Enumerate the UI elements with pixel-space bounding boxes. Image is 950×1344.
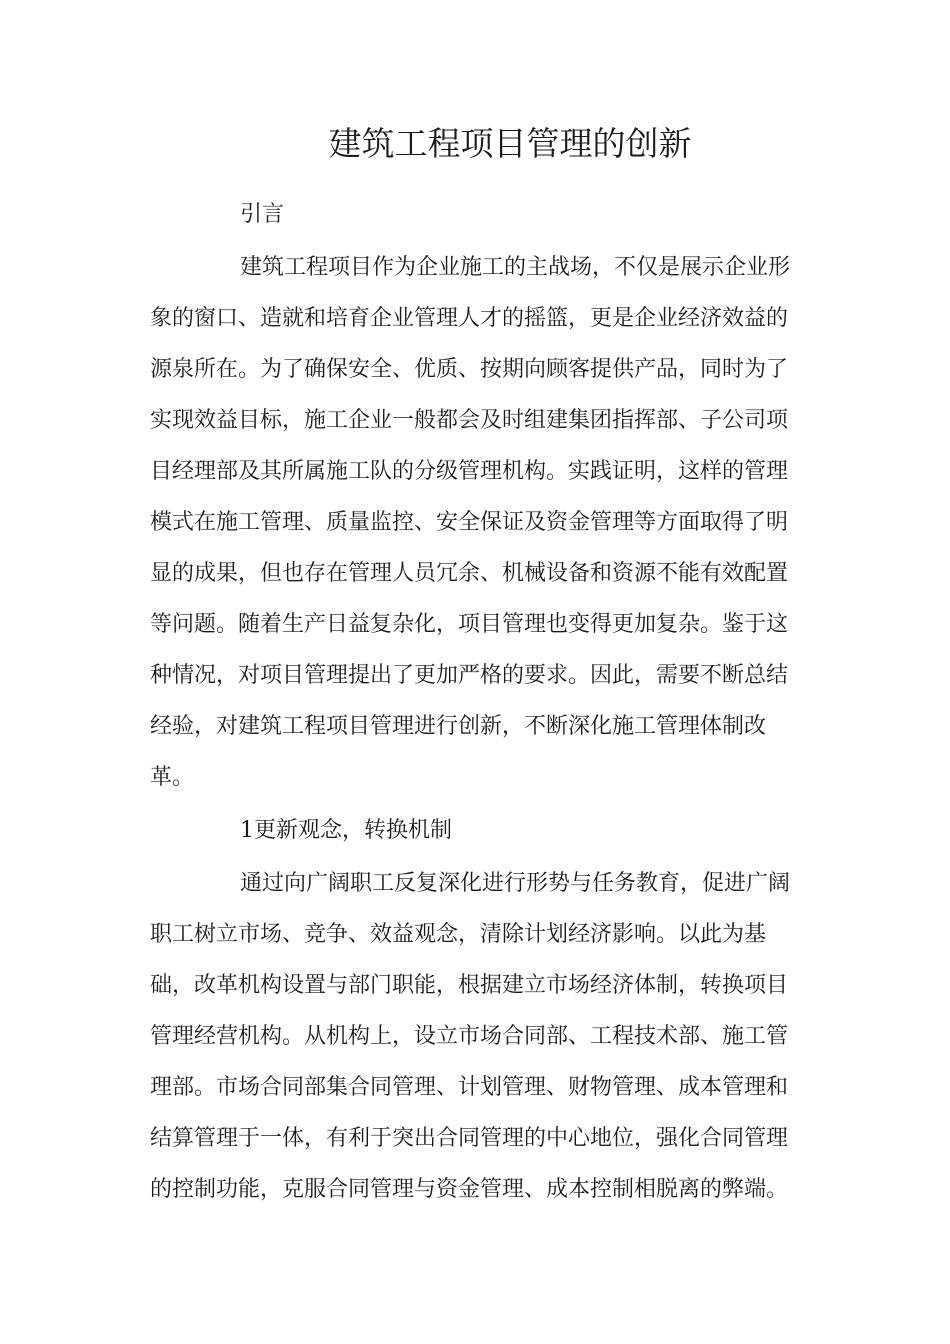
document-title: 建筑工程项目管理的创新	[328, 124, 692, 163]
paragraph-line: 种情况，对项目管理提出了更加严格的要求。因此，需要不断总结	[150, 663, 789, 688]
intro-heading: 引言	[240, 202, 285, 227]
paragraph-line: 通过向广阔职工反复深化进行形势与任务教育，促进广阔	[240, 871, 791, 896]
paragraph-line: 实现效益目标，施工企业一般都会及时组建集团指挥部、子公司项	[150, 408, 789, 433]
paragraph-line: 经验，对建筑工程项目管理进行创新，不断深化施工管理体制改	[150, 714, 767, 739]
paragraph-line: 的控制功能，克服合同管理与资金管理、成本控制相脱离的弊端。	[150, 1177, 789, 1202]
paragraph-line: 结算管理于一体，有利于突出合同管理的中心地位，强化合同管理	[150, 1126, 789, 1151]
paragraph-line: 等问题。随着生产日益复杂化，项目管理也变得更加复杂。鉴于这	[150, 612, 789, 637]
paragraph-line: 模式在施工管理、质量监控、安全保证及资金管理等方面取得了明	[150, 510, 789, 535]
paragraph-line: 建筑工程项目作为企业施工的主战场，不仅是展示企业形	[240, 255, 791, 280]
paragraph-line: 源泉所在。为了确保安全、优质、按期向顾客提供产品，同时为了	[150, 357, 789, 382]
paragraph-line: 管理经营机构。从机构上，设立市场合同部、工程技术部、施工管	[150, 1024, 789, 1049]
paragraph-line: 象的窗口、造就和培育企业管理人才的摇篮，更是企业经济效益的	[150, 306, 789, 331]
paragraph-line: 目经理部及其所属施工队的分级管理机构。实践证明，这样的管理	[150, 459, 789, 484]
paragraph-line: 革。	[150, 765, 195, 790]
paragraph-line: 职工树立市场、竞争、效益观念，清除计划经济影响。以此为基	[150, 922, 767, 947]
paragraph-line: 显的成果，但也存在管理人员冗余、机械设备和资源不能有效配置	[150, 561, 789, 586]
paragraph-line: 础，改革机构设置与部门职能，根据建立市场经济体制，转换项目	[150, 973, 789, 998]
paragraph-line: 理部。市场合同部集合同管理、计划管理、财物管理、成本管理和	[150, 1075, 789, 1100]
section-heading: 1更新观念，转换机制	[240, 818, 452, 843]
